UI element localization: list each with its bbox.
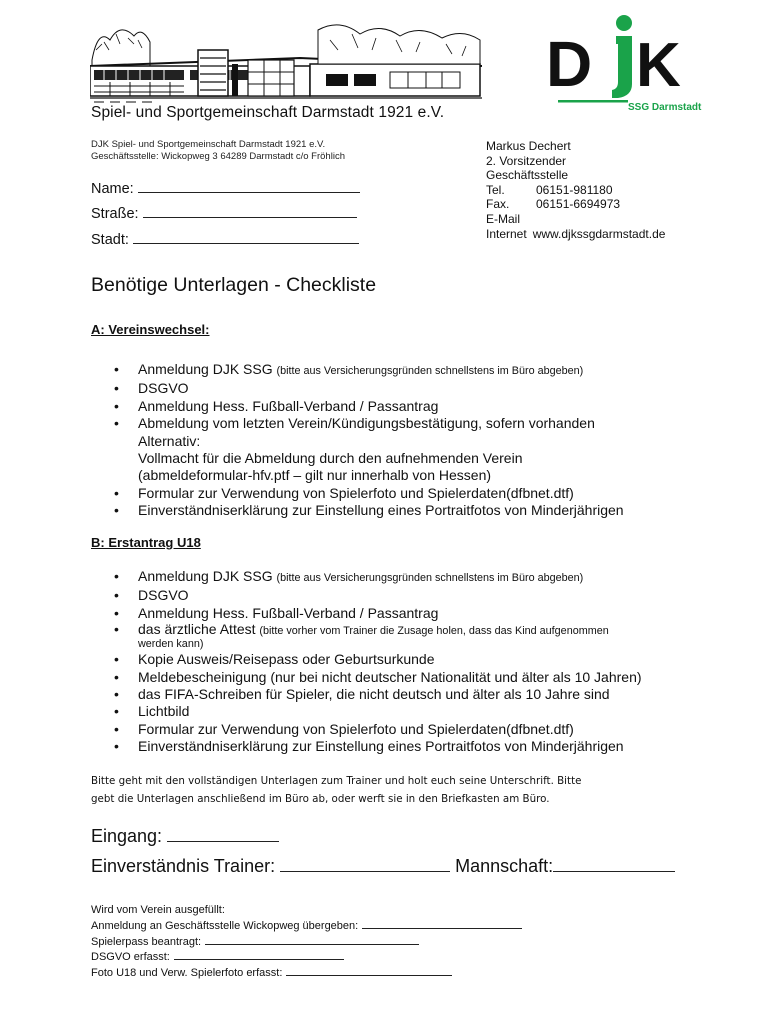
address-line-2: Geschäftsstelle: Wickopweg 3 64289 Darmstadt c/o Fröhlich: [91, 151, 345, 162]
address-line-1: DJK Spiel- und Sportgemeinschaft Darmstadt 1921 e.V.: [91, 139, 326, 150]
office-line-3-field[interactable]: [174, 949, 344, 960]
item-text: Anmeldung DJK SSG: [138, 361, 273, 377]
office-line-1-label: Anmeldung an Geschäftsstelle Wickopweg übergeben:: [91, 919, 359, 932]
fax-label: Fax.: [486, 197, 510, 212]
eingang-field[interactable]: [91, 825, 279, 847]
item-text: Formular zur Verwendung von Spielerfoto und Spielerdaten(dfbnet.dtf): [138, 484, 574, 501]
section-a-list: [110, 361, 730, 520]
eingang-label: Eingang:: [91, 826, 163, 846]
item-continuation: Alternativ:: [138, 432, 201, 449]
item-text: Kopie Ausweis/Reisepass oder Geburtsurkunde: [138, 651, 435, 668]
item-text: DSGVO: [138, 380, 189, 397]
office-line-2-field[interactable]: [205, 934, 419, 945]
office-heading: Wird vom Verein ausgefüllt:: [91, 904, 225, 916]
item-continuation: Vollmacht für die Abmeldung durch den aufnehmenden Verein: [138, 450, 523, 467]
item-note: (bitte aus Versicherungsgründen schnellstens im Büro abgeben): [276, 572, 584, 584]
svg-text:K: K: [636, 31, 681, 100]
mannschaft-line[interactable]: [553, 855, 675, 872]
fax-value: 06151-6694973: [536, 197, 621, 212]
section-b-heading: B: Erstantrag U18: [91, 535, 201, 550]
item-text: Anmeldung Hess. Fußball-Verband / Passantrag: [138, 397, 439, 414]
item-text: Anmeldung DJK SSG: [138, 568, 273, 584]
mannschaft-label: Mannschaft:: [455, 856, 554, 876]
city-line[interactable]: [133, 230, 359, 244]
list-item: [110, 415, 730, 432]
item-text: Meldebescheinigung (nur bei nicht deutscher Nationalität und älter als 10 Jahren): [138, 668, 642, 685]
list-item: [110, 380, 730, 397]
contact-block: [486, 139, 665, 241]
item-text: das FIFA-Schreiben für Spieler, die nicht deutsch und älter als 10 Jahre sind: [138, 686, 610, 703]
list-item: [110, 361, 730, 380]
office-line-4-label: Foto U18 und Verw. Spielerfoto erfasst:: [91, 967, 283, 980]
email-label: E-Mail: [486, 211, 521, 226]
club-name: Spiel- und Sportgemeinschaft Darmstadt 1921 e.V.: [91, 104, 445, 121]
office-section: [91, 904, 522, 981]
item-continuation: werden kann): [138, 638, 204, 651]
trainer-label: Einverständnis Trainer:: [91, 856, 276, 876]
contact-role: 2. Vorsitzender: [486, 153, 567, 168]
clubhouse-illustration: [90, 20, 482, 104]
closing-line-1: Bitte geht mit den vollständigen Unterlagen zum Trainer und holt euch seine Unterschrift. Bitte: [91, 775, 582, 787]
item-text: DSGVO: [138, 587, 189, 604]
item-text: Lichtbild: [138, 703, 190, 720]
item-note: (bitte vorher vom Trainer die Zusage holen, dass das Kind aufgenommen: [259, 625, 609, 638]
svg-text:D: D: [546, 28, 591, 100]
contact-name: Markus Dechert: [486, 139, 571, 153]
name-label: Name:: [91, 181, 134, 197]
section-b-list: [110, 568, 730, 756]
list-item: [110, 721, 730, 738]
item-text: Einverständniserklärung zur Einstellung eines Portraitfotos von Minderjährigen: [138, 738, 624, 755]
name-field[interactable]: [91, 179, 360, 197]
list-item: [110, 703, 730, 720]
list-item: [110, 502, 730, 519]
contact-dept: Geschäftsstelle: [486, 168, 569, 183]
list-item: [110, 587, 730, 604]
list-item: [110, 485, 730, 502]
section-a-heading: A: Vereinswechsel:: [91, 322, 210, 337]
list-item: [110, 605, 730, 622]
list-item: [110, 398, 730, 415]
name-line[interactable]: [138, 179, 360, 193]
list-item: [110, 651, 730, 668]
logo-subtitle: SSG Darmstadt: [628, 102, 702, 113]
tel-value: 06151-981180: [536, 182, 613, 197]
djk-logo: [546, 14, 714, 114]
djk-logo-graphic: [546, 14, 714, 114]
list-item: [110, 686, 730, 703]
city-label: Stadt:: [91, 232, 129, 248]
item-text: das ärztliche Attest: [138, 621, 256, 638]
item-text: Formular zur Verwendung von Spielerfoto und Spielerdaten(dfbnet.dtf): [138, 720, 574, 737]
list-item: [110, 568, 730, 587]
internet-value[interactable]: www.djkssgdarmstadt.de: [532, 226, 666, 241]
street-label: Straße:: [91, 206, 139, 222]
eingang-line[interactable]: [167, 825, 279, 842]
item-text: Einverständniserklärung zur Einstellung eines Portraitfotos von Minderjährigen: [138, 502, 624, 519]
closing-line-2: gebt die Unterlagen anschließend im Büro ab, oder werft sie in den Briefkasten am Büro.: [91, 792, 550, 805]
office-line-1-field[interactable]: [362, 918, 522, 929]
item-continuation: (abmeldeformular-hfv.ptf – gilt nur innerhalb von Hessen): [138, 467, 492, 484]
trainer-line[interactable]: [280, 855, 450, 872]
list-item: [110, 669, 730, 686]
item-note: (bitte aus Versicherungsgründen schnellstens im Büro abgeben): [276, 365, 584, 377]
internet-label: Internet: [486, 226, 527, 241]
street-field[interactable]: [91, 204, 357, 222]
office-line-3-label: DSGVO erfasst:: [91, 951, 170, 964]
tel-label: Tel.: [486, 182, 505, 197]
trainer-field[interactable]: [91, 855, 675, 877]
item-text: Anmeldung Hess. Fußball-Verband / Passantrag: [138, 604, 439, 621]
list-item: [110, 622, 730, 638]
street-line[interactable]: [143, 204, 357, 218]
closing-text: [91, 773, 731, 808]
page-title: Benötige Unterlagen - Checkliste: [91, 274, 377, 296]
city-field[interactable]: [91, 230, 359, 248]
list-item: [110, 738, 730, 755]
item-text: Abmeldung vom letzten Verein/Kündigungsbestätigung, sofern vorhanden: [138, 415, 595, 432]
office-line-4-field[interactable]: [286, 965, 452, 976]
office-line-2-label: Spielerpass beantragt:: [91, 935, 202, 948]
